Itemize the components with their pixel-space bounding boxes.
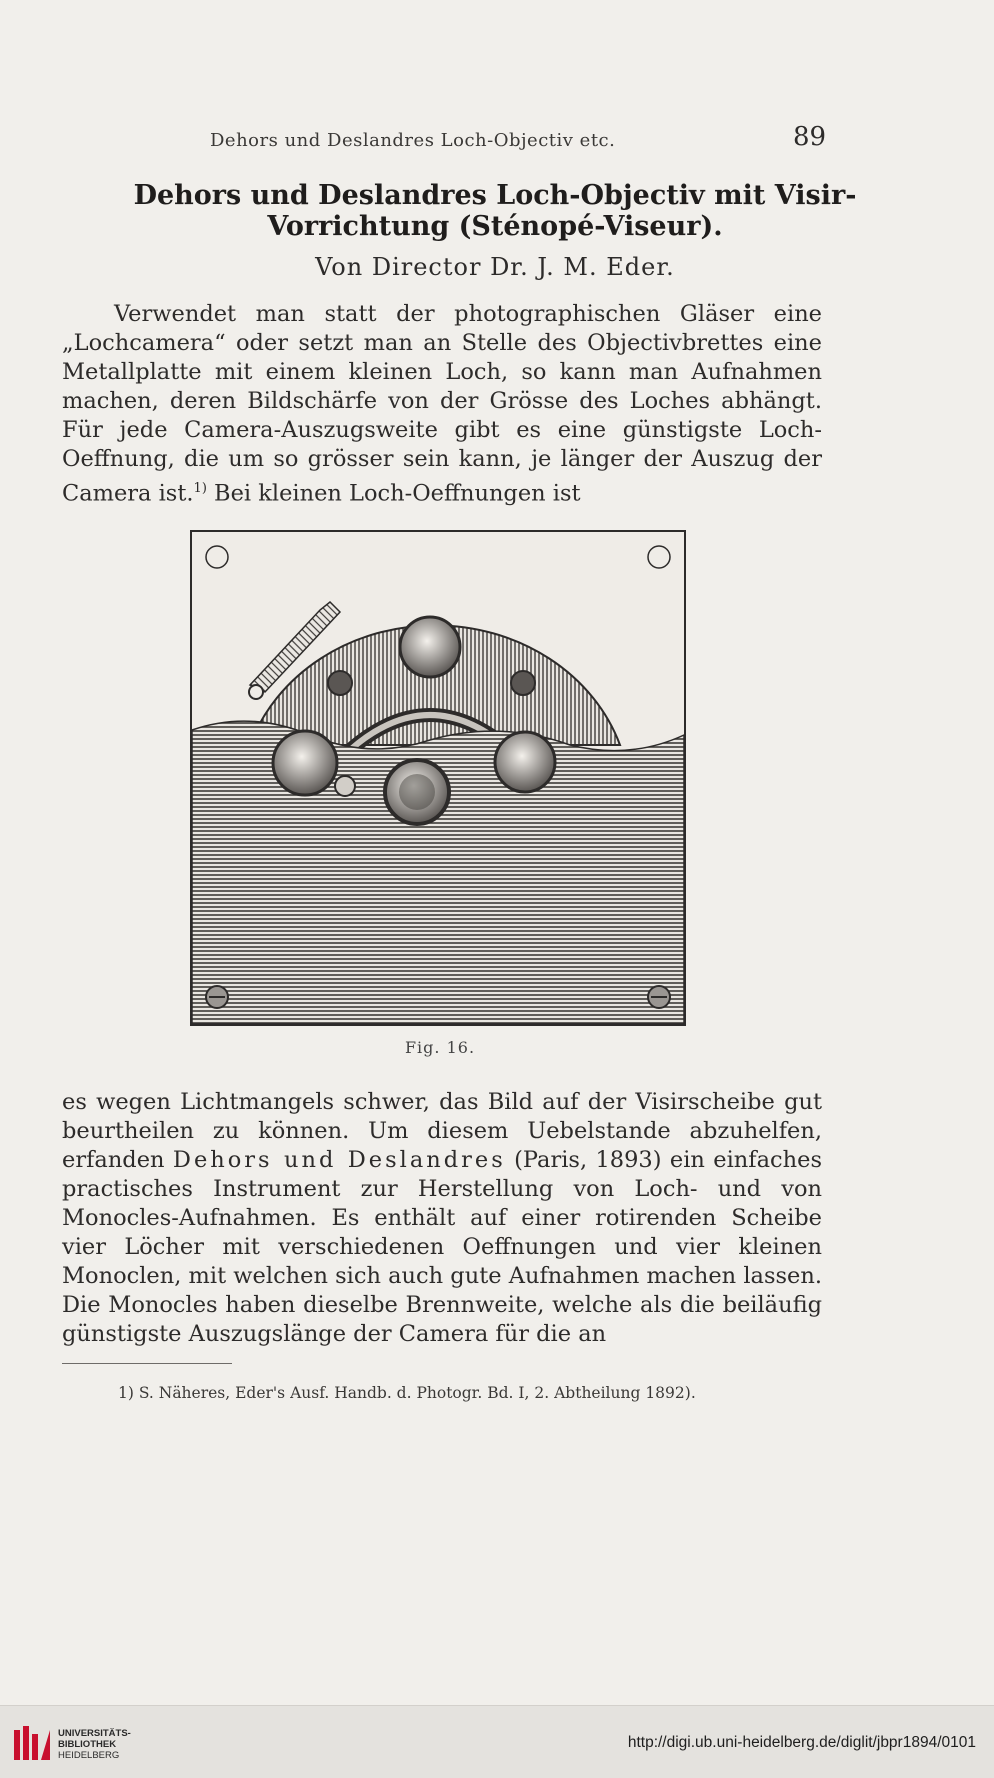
running-title: Dehors und Deslandres Loch-Objectiv etc. [210, 130, 616, 151]
footnote: 1) S. Näheres, Eder's Ausf. Handb. d. Photogr. Bd. I, 2. Abtheilung 1892). [118, 1384, 696, 1402]
paragraph-1 [62, 300, 822, 509]
lens-top [400, 617, 460, 677]
library-name [58, 1728, 131, 1761]
paragraph-2-text: es wegen Lichtmangels schwer, das Bild auf der Visirscheibe gut beurtheilen zu können. Um diesem Uebelstande abzuhelfen, erfanden [62, 1089, 822, 1173]
library-name-line-3: HEIDELBERG [58, 1750, 120, 1761]
paragraph-1-tail: Bei kleinen Loch-Oeffnungen ist [206, 480, 581, 507]
footnote-mark: 1) [193, 481, 207, 496]
page-number: 89 [793, 122, 827, 152]
source-url-link[interactable]: http://digi.ub.uni-heidelberg.de/diglit/jbpr1894/0101 [627, 1734, 976, 1751]
figure-16-engraving [190, 530, 686, 1026]
article-byline: Von Director Dr. J. M. Eder. [315, 253, 675, 281]
pinhole-right [511, 671, 535, 695]
logo-wedge [41, 1730, 50, 1760]
footnote-divider [62, 1363, 232, 1364]
lens-left [273, 731, 337, 795]
library-name-line-2: BIBLIOTHEK [58, 1739, 117, 1750]
article-title-line-2: Vorrichtung (Sténopé-Viseur). [267, 211, 723, 242]
lens-right [495, 732, 555, 792]
logo-bar-2 [23, 1726, 29, 1760]
logo-bar-3 [32, 1734, 38, 1760]
paragraph-1-text: Verwendet man statt der photographischen Gläser eine „Lochcamera“ oder setzt man an Stelle des Objectivbrettes eine Metallplatte mit einem kleinen Loch, so kann man Aufnahmen machen, deren Bildschärfe von der Grösse des Loches abhängt. Für jede Camera-Auszugsweite gibt es eine günstigste Loch-Oeffnung, die um so grösser sein kann, je länger der Auszug der Camera ist. [62, 301, 822, 507]
inventor-names: Dehors und Deslandres [172, 1147, 506, 1173]
digitization-footer [0, 1705, 994, 1778]
small-lens [335, 776, 355, 796]
paragraph-2 [62, 1088, 822, 1349]
university-library-logo-icon [12, 1724, 52, 1764]
article-title-line-1: Dehors und Deslandres Loch-Objectiv mit Visir- [133, 180, 857, 211]
figure-caption: Fig. 16. [404, 1038, 476, 1057]
logo-bar-1 [14, 1730, 20, 1760]
article-title [70, 180, 920, 242]
pinhole-left [328, 671, 352, 695]
library-name-line-1: UNIVERSITÄTS- [58, 1728, 131, 1739]
lever-pivot [249, 685, 263, 699]
paragraph-2-rest: (Paris, 1893) ein einfaches practisches Instrument zur Herstellung von Loch- und von Monocles-Aufnahmen. Es enthält auf einer rotirenden Scheibe vier Löcher mit verschiedenen Oeffnungen und vier kleinen Monoclen, mit welchen sich auch gute Aufnahmen machen lassen. Die Monocles haben dieselbe Brennweite, welche als die beiläufig günstigste Auszugslänge der Camera für die an [62, 1147, 822, 1347]
